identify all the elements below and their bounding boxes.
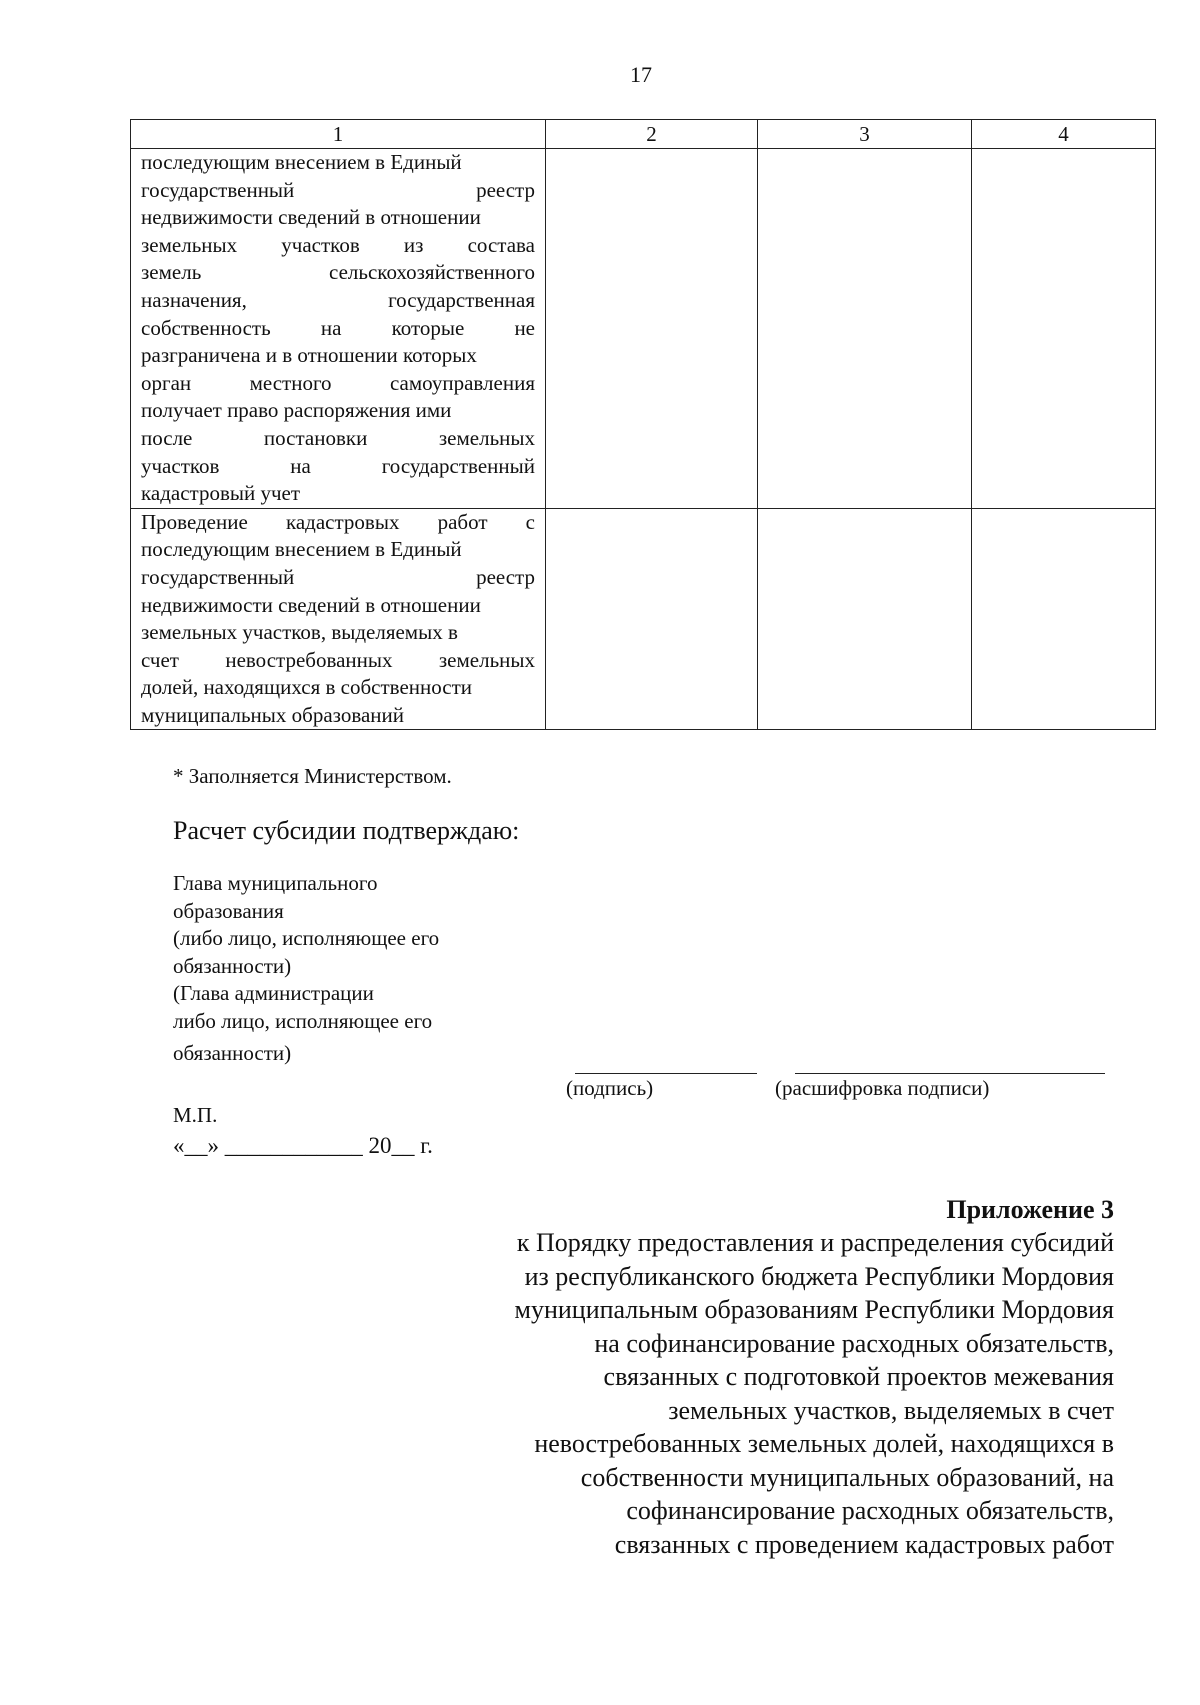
signer-line: либо лицо, исполняющее его <box>173 1008 433 1033</box>
row-2-text <box>131 509 545 730</box>
table-header-cell: 4 <box>972 120 1156 149</box>
text-line: участков на государственный <box>141 453 535 478</box>
footnote: * Заполняется Министерством. <box>173 764 452 788</box>
confirm-text: Расчет субсидии подтверждаю: <box>173 816 520 845</box>
table-cell-description <box>131 508 546 730</box>
annex-line: муниципальным образованиям Республики Мордовия <box>514 1295 1114 1324</box>
text-line: Проведение кадастровых работ с <box>141 509 535 534</box>
date-line: «__» ____________ 20__ г. <box>173 1133 433 1158</box>
table-cell <box>758 149 972 509</box>
text-line: муниципальных образований <box>141 702 404 727</box>
table-header-row <box>131 120 1156 149</box>
annex-line: связанных с подготовкой проектов межевания <box>603 1362 1114 1391</box>
table-cell <box>972 149 1156 509</box>
signature-decode-line <box>795 1073 1105 1074</box>
text-line: земельных участков из состава <box>141 232 535 257</box>
table-header-cell: 3 <box>758 120 972 149</box>
table-row <box>131 149 1156 509</box>
text-line: получает право распоряжения ими <box>141 398 452 423</box>
table-cell <box>758 508 972 730</box>
signature-line <box>575 1073 757 1074</box>
text-line: последующим внесением в Единый <box>141 150 462 174</box>
signer-line: обязанности) <box>173 953 292 978</box>
annex-line: софинансирование расходных обязательств, <box>626 1496 1114 1525</box>
signer-line: обязанности) <box>173 1041 292 1065</box>
table-cell <box>546 508 758 730</box>
text-line: после постановки земельных <box>141 425 535 450</box>
text-line: счет невостребованных земельных <box>141 647 535 672</box>
signer-line: образования <box>173 898 284 923</box>
table-cell <box>546 149 758 509</box>
signer-line: Глава муниципального <box>173 871 378 895</box>
signer-line: (либо лицо, исполняющее его <box>173 926 440 950</box>
annex-title: Приложение 3 <box>946 1195 1114 1224</box>
text-line: земель сельскохозяйственного <box>141 260 535 285</box>
text-line: последующим внесением в Единый <box>141 537 462 562</box>
text-line: долей, находящихся в собственности <box>141 675 472 700</box>
page-number: 17 <box>630 62 652 87</box>
table-cell-description <box>131 149 546 509</box>
annex-line: из республиканского бюджета Республики Мордовия <box>524 1261 1114 1291</box>
text-line: государственный реестр <box>141 564 535 589</box>
text-line: недвижимости сведений в отношении <box>141 205 481 230</box>
text-line: государственный реестр <box>141 177 535 202</box>
subsidy-table <box>130 119 1156 730</box>
annex-line: собственности муниципальных образований, на <box>580 1462 1114 1492</box>
stamp-label: М.П. <box>173 1103 218 1127</box>
signature-caption: (подпись) <box>566 1076 654 1100</box>
text-line: кадастровый учет <box>141 481 301 506</box>
text-line: орган местного самоуправления <box>141 370 535 395</box>
table-row <box>131 508 1156 730</box>
annex-line: к Порядку предоставления и распределения субсидий <box>516 1228 1114 1257</box>
table-cell <box>972 508 1156 730</box>
annex-line: на софинансирование расходных обязательств, <box>594 1328 1114 1358</box>
text-line: собственность на которые не <box>141 315 535 340</box>
annex-line: земельных участков, выделяемых в счет <box>668 1395 1114 1425</box>
text-line: разграничена и в отношении которых <box>141 343 477 368</box>
row-1-text <box>131 149 545 508</box>
table-header-cell: 2 <box>546 120 758 149</box>
text-line: земельных участков, выделяемых в <box>141 620 458 645</box>
signer-line: (Глава администрации <box>173 981 374 1005</box>
table-header-cell: 1 <box>131 120 546 149</box>
text-line: недвижимости сведений в отношении <box>141 592 481 617</box>
signer-block <box>173 870 439 1068</box>
text-line: назначения, государственная <box>141 287 535 312</box>
annex-body <box>394 1226 1114 1561</box>
annex-line: невостребованных земельных долей, находящихся в <box>534 1429 1114 1458</box>
signature-decode-caption: (расшифровка подписи) <box>775 1076 990 1100</box>
annex-line: связанных с проведением кадастровых работ <box>614 1529 1114 1559</box>
